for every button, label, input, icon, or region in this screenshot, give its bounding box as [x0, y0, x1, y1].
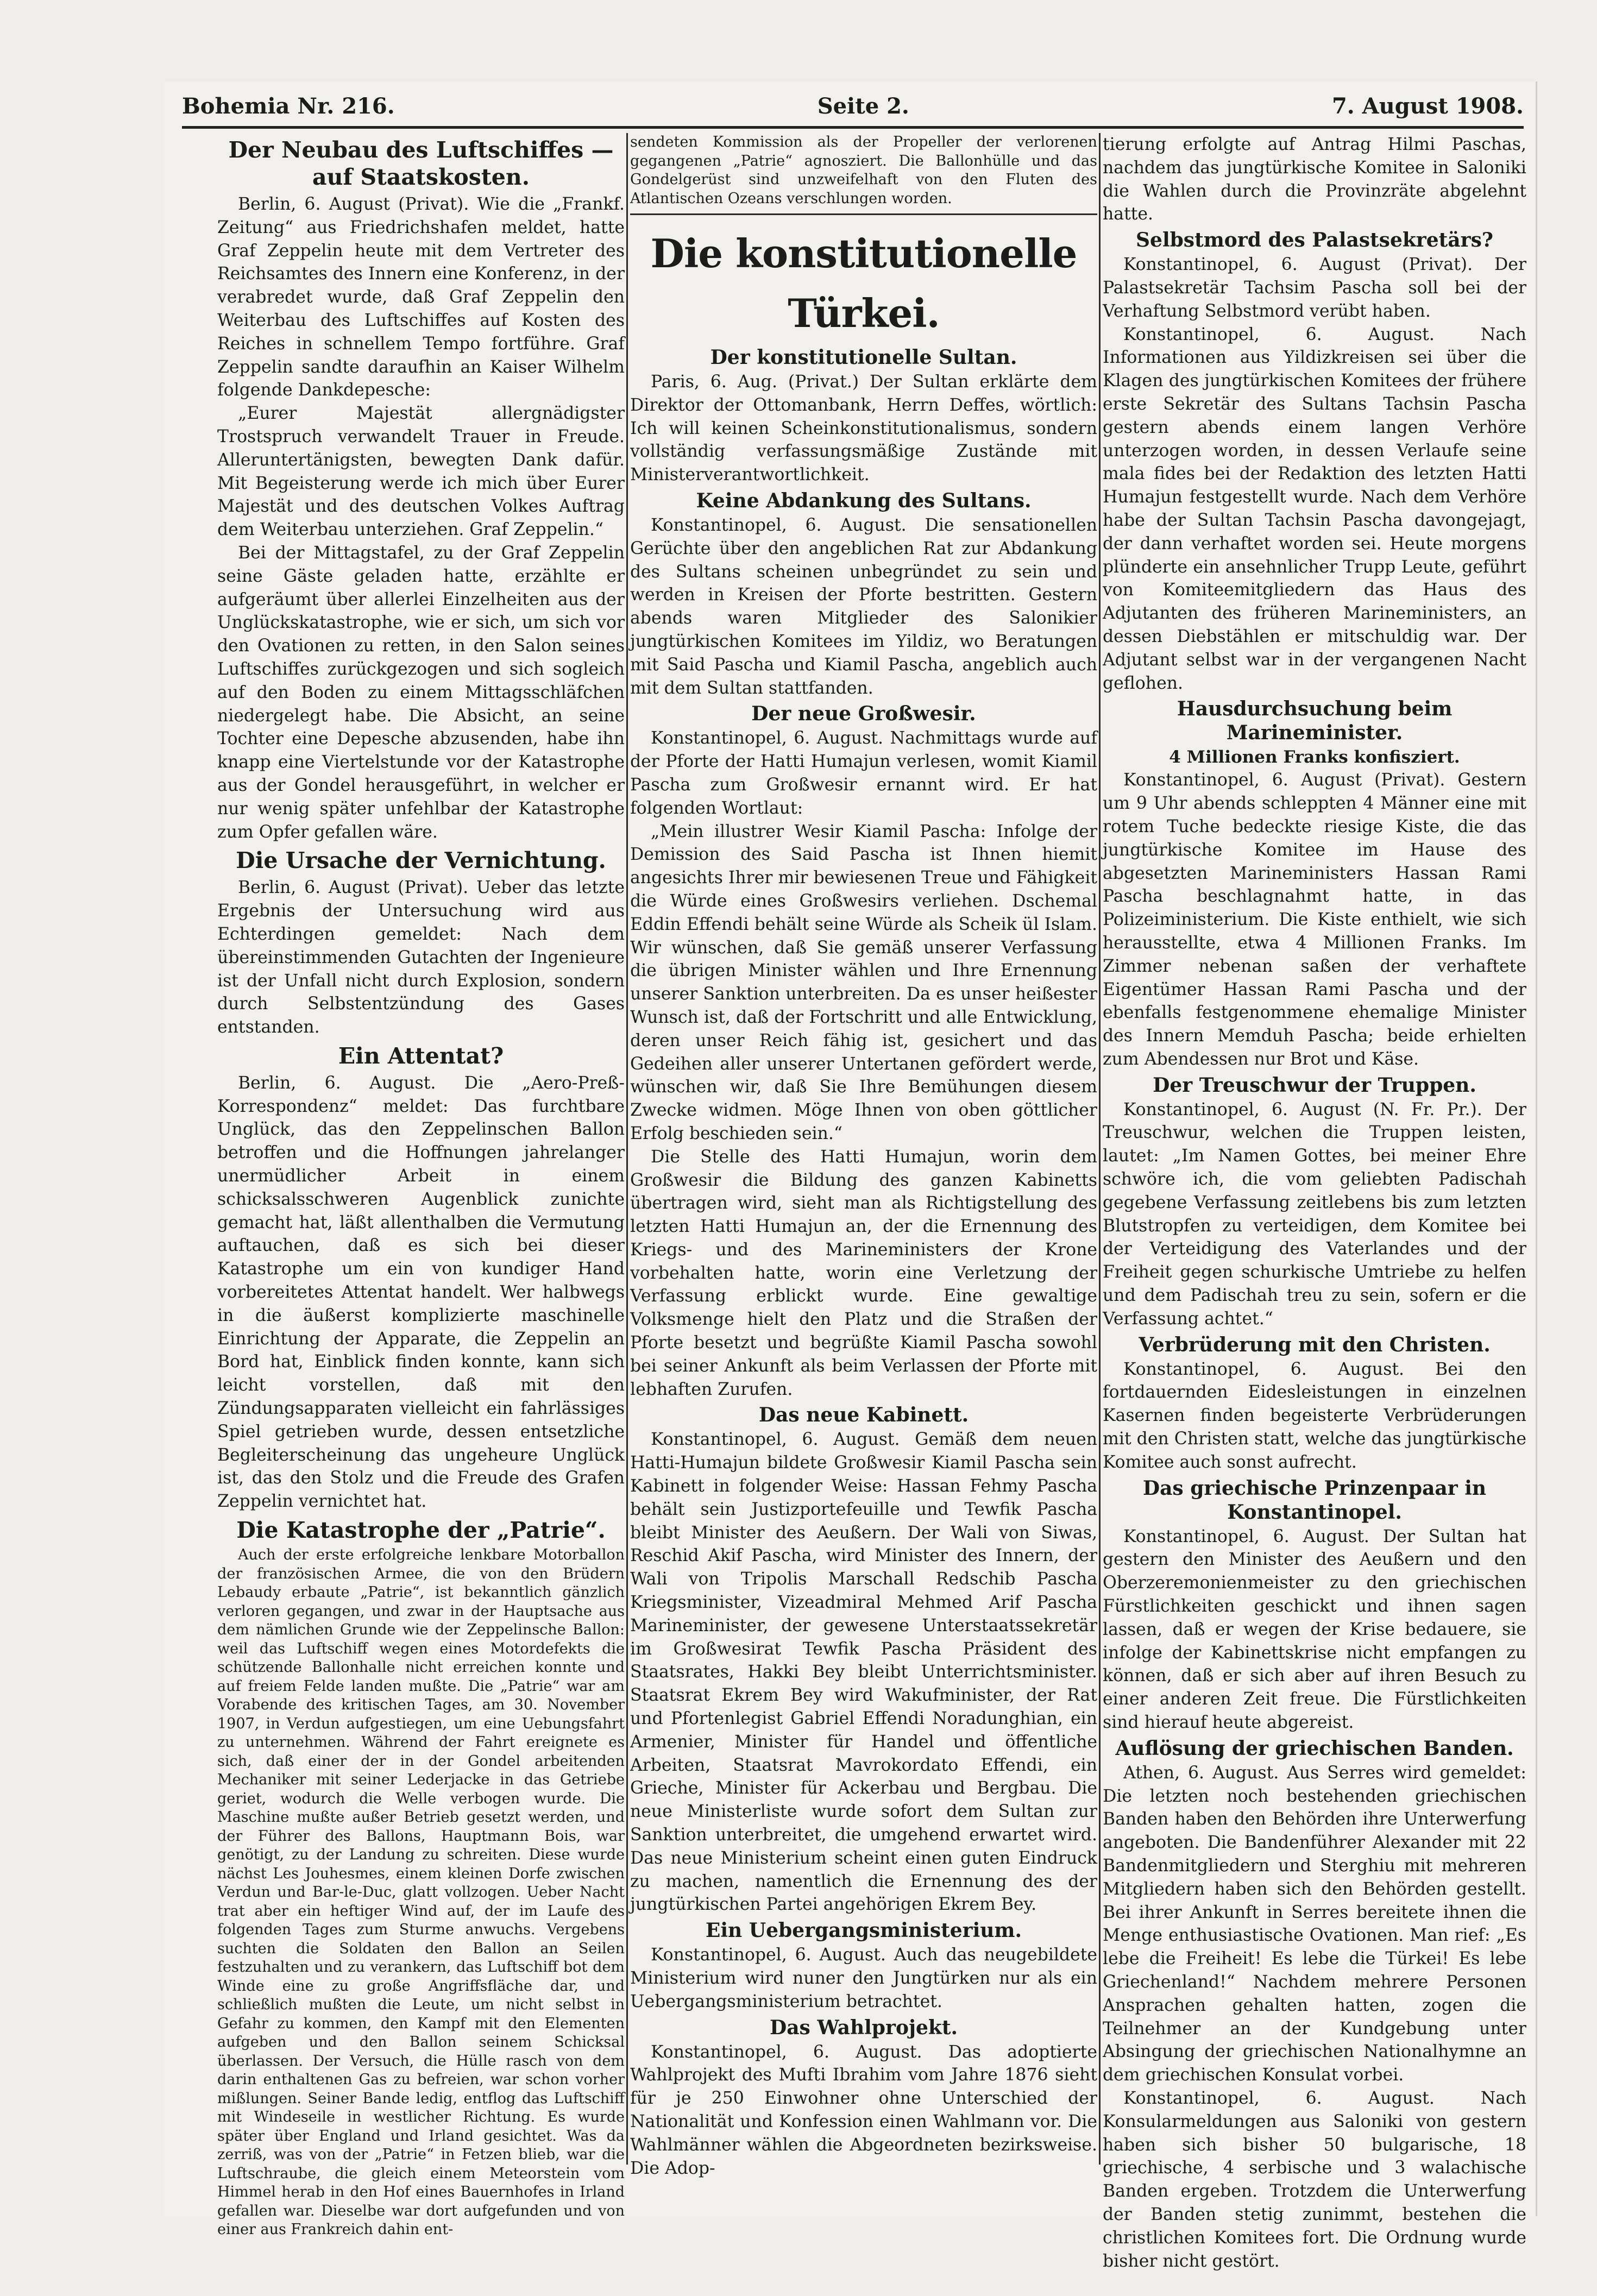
- article-paragraph: Konstantinopel, 6. August (Privat). Gestern um 9 Uhr abends schleppten 4 Männer eine mit rotem Tuche bedeckte riesige Kiste, die das jungtürkische Komitee im Hause des abgesetzten Marineministers Hassan Rami Pascha beschlagnahmt hatte, in das Polizeiministerium. Die Kiste enthielt, wie sich herausstellte, etwa 4 Millionen Franks. Im Zimmer nebenan saßen der verhaftete Eigentümer Hassan Rami Pascha und der ebenfalls festgenommene ehemalige Minister des Innern Memduh Pascha; beide erhielten zum Abendessen nur Brot und Käse.: [1103, 770, 1526, 1069]
- article-paragraph: Konstantinopel, 6. August (N. Fr. Pr.). Der Treuschwur, welchen die Truppen leisten, lautet: „Im Namen Gottes, bei meiner Ehre schwöre ich, die vom geliebten Padischah gegebene Verfassung zeitlebens bis zum letzten Blutstropfen zu verteidigen, dem Komitee bei der Verteidigung des Vaterlandes und der Freiheit gegen schurkische Umtriebe zu helfen und dem Padischah treu zu sein, sofern er die Verfassung achtet.“: [1103, 1099, 1526, 1329]
- article-continuation: tierung erfolgte auf Antrag Hilmi Paschas, nachdem das jungtürkische Komitee in Saloniki die Wahlen durch die Provinzräte abgelehnt hatte.: [1103, 135, 1526, 224]
- headline-ursache-vernichtung: Die Ursache der Vernichtung.: [236, 847, 606, 874]
- article-paragraph: Konstantinopel, 6. August. Die sensationellen Gerüchte über den angeblichen Rat zur Abdankung des Sultans scheinen unbegründet zu sein und werden in Kreisen der Pforte bestritten. Gestern abends waren Mitglieder des Salonikier jungtürkischen Komitees im Yildiz, wo Beratungen mit Said Pascha und Kiamil Pascha, angeblich auch mit dem Sultan stattfanden.: [630, 515, 1097, 698]
- header-date: 7. August 1908.: [1331, 93, 1524, 119]
- header-rule: [182, 126, 1524, 129]
- headline-keine-abdankung: Keine Abdankung des Sultans.: [696, 489, 1032, 512]
- article-paragraph: Auch der erste erfolgreiche lenkbare Motorballon der französischen Armee, die von den Brüdern Lebaudy erbaute „Patrie“, ist bekanntlich gänzlich verloren gegangen, und zwar in der Hauptsache aus dem nämlichen Grunde wie der Zeppelinsche Ballon: weil das Luftschiff wegen eines Motordefekts die schützende Ballonhalle nicht erreichen konnte und auf freiem Felde landen mußte. Die „Patrie“ war am Vorabende des kritischen Tages, am 30. November 1907, in Verdun aufgestiegen, um eine Uebungsfahrt zu unternehmen. Während der Fahrt ereignete es sich, daß einer der in der Gondel arbeitenden Mechaniker mit seiner Lederjacke in das Getriebe geriet, wodurch die Welle verbogen wurde. Die Maschine mußte außer Betrieb gesetzt werden, und der Führer des Ballons, Hauptmann Bois, war genötigt, zu der Landung zu schreiten. Diese wurde nächst Les Jouhesmes, einem kleinen Dorfe zwischen Verdun und Bar-le-Duc, glatt vollzogen. Ueber Nacht trat aber ein heftiger Wind auf, der im Laufe des folgenden Tages zum Sturme anwuchs. Vergebens suchten die Soldaten den Ballon an Seilen festzuhalten und zu verankern, das Luftschiff bot dem Winde eine zu große Angriffsfläche dar, und schließlich mußten die Leute, um nicht selbst in Gefahr zu kommen, den Kampf mit den Elementen aufgeben und den Ballon seinem Schicksal überlassen. Der Versuch, die Hülle rasch von dem darin enthaltenen Gas zu befreien, war schon vorher mißlungen. Seiner Bande ledig, entflog das Luftschiff mit Windeseile in westlicher Richtung. Es wurde später über England und Irland gesichtet. Was da zerriß, was von der „Patrie“ in Fetzen blieb, war die Luftschraube, die gleich einem Meteorstein vom Himmel herab in den Hof eines Bauernhofes in Irland gefallen war. Dieselbe war dort aufgefunden und von einer aus Frankreich dahin ent-: [217, 1546, 625, 2238]
- article-paragraph: Konstantinopel, 6. August (Privat). Der Palastsekretär Tachsim Pascha soll bei der Verhaftung Selbstmord verübt haben.: [1103, 255, 1526, 321]
- headline-attentat: Ein Attentat?: [338, 1042, 504, 1069]
- article-paragraph: „Mein illustrer Wesir Kiamil Pascha: Infolge der Demission des Said Pascha ist Ihnen hiemit angesichts Ihrer mir bewiesenen Treue und Fähigkeit die Würde eines Großwesirs verliehen. Dschemal Eddin Effendi behält seine Würde als Scheik ül Islam. Wir wünschen, daß Sie gemäß unserer Verfassung die übrigen Minister wählen und Ihre Ernennung unserer Sanktion unterbreiten. Da es unser heißester Wunsch ist, daß der Fortschritt und alle Entwicklung, deren unser Reich fähig ist, gesichert und das Gedeihen aller unserer Untertanen gefördert werde, wünschen wir, daß Sie Ihre Bemühungen diesem Zwecke widmen. Möge Ihnen von oben göttlicher Erfolg beschieden sein.“: [630, 821, 1097, 1143]
- page-header: [182, 87, 1524, 125]
- article-paragraph: Athen, 6. August. Aus Serres wird gemeldet: Die letzten noch bestehenden griechischen Banden haben den Behörden ihre Unterwerfung angeboten. Die Bandenführer Alexander mit 22 Bandenmitgliedern und Sterghiu mit mehreren Mitgliedern haben sich den Behörden gestellt. Bei ihrer Ankunft in Serres bereitete ihnen die Menge enthusiastische Ovationen. Man rief: „Es lebe die Freiheit! Es lebe die Türkei! Es lebe Griechenland!“ Nachdem mehrere Personen Ansprachen gehalten hatten, zogen die Teilnehmer an der Kundgebung unter Absingung der griechischen Nationalhymne an dem griechischen Konsulat vorbei.: [1103, 1763, 1526, 2085]
- article-paragraph: Konstantinopel, 6. August. Nachmittags wurde auf der Pforte der Hatti Humajun verlesen, womit Kiamil Pascha zum Großwesir ernannt wird. Er hat folgenden Wortlaut:: [630, 728, 1097, 818]
- header-newspaper-issue: Bohemia Nr. 216.: [182, 93, 395, 119]
- column-2: [630, 133, 1097, 2178]
- subheadline-millionen: 4 Millionen Franks konfisziert.: [1169, 747, 1460, 768]
- column-rule-1: [626, 133, 628, 2165]
- headline-luftschiff-neubau: Der Neubau des Luftschiffes — auf Staatskosten.: [228, 137, 614, 190]
- article-paragraph: Konstantinopel, 6. August. Gemäß dem neuen Hatti-Humajun bildete Großwesir Kiamil Pascha sein Kabinett in folgender Weise: Hassan Fehmy Pascha behält sein Justizportefeuille und Tewfik Pascha bleibt Minister des Aeußern. Der Wali von Siwas, Reschid Akif Pascha, wird Minister des Innern, der Wali von Tripolis Marschall Redschib Pascha Kriegsminister, Vizeadmiral Mehmed Arif Pascha Marineminister, der gewesene Unterstaatssekretär im Großwesirat Tewfik Pascha Präsident des Staatsrates, Hakki Bey bleibt Unterrichtsminister. Staatsrat Ekrem Bey wird Wakufminister, der Rat und Pfortenlegist Gabriel Effendi Noradunghian, ein Armenier, Minister für Handel und öffentliche Arbeiten, Staatsrat Mavrokordato Effendi, ein Grieche, Minister für Ackerbau und Bergbau. Die neue Ministerliste wurde sofort dem Sultan zur Sanktion unterbreitet, die umgehend erwartet wird. Das neue Ministerium scheint einen guten Eindruck zu machen, namentlich die Ernennung des der jungtürkischen Partei angehörigen Ekrem Bey.: [630, 1430, 1097, 1915]
- headline-katastrophe-patrie: Die Katastrophe der „Patrie“.: [236, 1517, 606, 1544]
- section-rule: [630, 213, 1097, 215]
- headline-neues-kabinett: Das neue Kabinett.: [758, 1404, 969, 1427]
- article-paragraph: Paris, 6. Aug. (Privat.) Der Sultan erklärte dem Direktor der Ottomanbank, Herrn Deffes, wörtlich: Ich will keinen Scheinkonstitutionalismus, sondern vollständig verfassungsmäßige Zustände mit Ministerverantwortlichkeit.: [630, 372, 1097, 485]
- article-paragraph: Konstantinopel, 6. August. Auch das neugebildete Ministerium wird nuner den Jungtürken nur als ein Uebergangsministerium betrachtet.: [630, 1945, 1097, 2011]
- headline-griechische-banden: Auflösung der griechischen Banden.: [1115, 1737, 1514, 1760]
- article-paragraph: Berlin, 6. August. Die „Aero-Preß-Korrespondenz“ meldet: Das furchtbare Unglück, das den Zeppelinschen Ballon betroffen und die Hoffnungen jahrelanger unermüdlicher Arbeit in einem schicksalsschweren Augenblick zunichte gemacht hat, läßt allenthalben die Vermutung auftauchen, daß es sich bei dieser Katastrophe um ein von kundiger Hand vorbereitetes Attentat handelt. Wer halbwegs in die äußerst komplizierte maschinelle Einrichtung der Apparate, die Zeppelin an Bord hat, Einblick finden konnte, kann sich leicht vorstellen, daß mit den Zündungsapparaten vielleicht ein fahrlässiges Spiel getrieben wurde, dessen entsetzliche Begleiterscheinung das ungeheure Unglück ist, das den Stolz und die Freude des Grafen Zeppelin vernichtet hat.: [217, 1073, 625, 1512]
- headline-neuer-grosswesir: Der neue Großwesir.: [751, 702, 976, 726]
- article-paragraph: Berlin, 6. August (Privat). Ueber das letzte Ergebnis der Untersuchung wird aus Echterdingen gemeldet: Nach dem übereinstimmenden Gutachten der Ingenieure ist der Unfall nicht durch Explosion, sondern durch Selbstentzündung des Gases entstanden.: [217, 878, 625, 1037]
- headline-hausdurchsuchung: Hausdurchsuchung beim Marineminister.: [1177, 697, 1453, 745]
- article-paragraph: Konstantinopel, 6. August. Nach Informationen aus Yildizkreisen sei über die Klagen des jungtürkischen Komitees der frühere erste Sekretär des Sultans Tachsin Pascha gestern abends einem langen Verhöre unterzogen worden, in dessen Verlaufe seine mala fides bei der Redaktion des letzten Hatti Humajun festgestellt wurde. Nach dem Verhöre habe der Sultan Tachsin Pascha davongejagt, der dann verhaftet worden sei. Heute morgens plünderte ein ansehnlicher Trupp Leute, geführt von Komiteemitgliedern das Haus des Adjutanten des früheren Marineministers, an dessen Diebstählen er mitschuldig war. Der Adjutant selbst war in der vergangenen Nacht geflohen.: [1103, 324, 1526, 693]
- column-rule-2: [1099, 133, 1101, 2165]
- headline-konstitutioneller-sultan: Der konstitutionelle Sultan.: [710, 346, 1017, 369]
- article-paragraph: Konstantinopel, 6. August. Der Sultan hat gestern den Minister des Aeußern und den Oberzeremonienmeister zu den griechischen Fürstlichkeiten geschickt und ihnen sagen lassen, daß er wegen der Krise bedauere, sie infolge der Kabinettskrise nicht empfangen zu können, daß er sich aber auf ihren Besuch zu einer anderen Zeit freue. Die Fürstlichkeiten sind hierauf heute abgereist.: [1103, 1526, 1526, 1733]
- headline-treuschwur: Der Treuschwur der Truppen.: [1153, 1073, 1476, 1097]
- article-paragraph: Konstantinopel, 6. August. Das adoptierte Wahlprojekt des Mufti Ibrahim vom Jahre 1876 sieht für je 250 Einwohner ohne Unterschied der Nationalität und Konfession einen Wahlmann vor. Die Wahlmänner wählen die Abgeordneten bezirksweise. Die Adop-: [630, 2042, 1097, 2178]
- article-paragraph: Konstantinopel, 6. August. Bei den fortdauernden Eidesleistungen in einzelnen Kasernen finden begeisterte Verbrüderungen mit den Christen statt, welche das jungtürkische Komitee auch sonst aufrecht.: [1103, 1359, 1526, 1472]
- article-paragraph: Bei der Mittagstafel, zu der Graf Zeppelin seine Gäste geladen hatte, erzählte er aufgeräumt über allerlei Einzelheiten aus der Unglückskatastrophe, wie er sich, um sich vor den Ovationen zu retten, in den Salon seines Luftschiffes zurückgezogen und sich sogleich auf den Boden zu einem Mittagsschläfchen niedergelegt habe. Die Absicht, an seine Tochter eine Depesche abzusenden, habe ihn knapp eine Viertelstunde vor der Katastrophe aus der Gondel herausgeführt, in welcher er nur wenig später unfehlbar der Katastrophe zum Opfer gefallen wäre.: [217, 543, 625, 842]
- header-page-number: Seite 2.: [817, 93, 909, 119]
- article-paragraph: Konstantinopel, 6. August. Nach Konsularmeldungen aus Saloniki von gestern haben sich bisher 50 bulgarische, 18 griechische, 4 serbische und 3 walachische Banden ergeben. Trotzdem die Unterwerfung der Banden stetig zunimmt, bestehen die christlichen Komitees fort. Die Ordnung wurde bisher nicht gestört.: [1103, 2088, 1526, 2271]
- article-paragraph: Berlin, 6. August (Privat). Wie die „Frankf. Zeitung“ aus Friedrichshafen meldet, hatte Graf Zeppelin heute mit dem Vertreter des Reichsamtes des Innern eine Konferenz, in der verabredet wurde, daß Graf Zeppelin den Weiterbau des Luftschiffes auf Kosten des Reiches in schnellem Tempo fortführe. Graf Zeppelin sandte daraufhin an Kaiser Wilhelm folgende Dankdepesche:: [217, 194, 625, 400]
- column-1: [217, 133, 625, 2238]
- headline-wahlprojekt: Das Wahlprojekt.: [769, 2016, 958, 2039]
- headline-selbstmord-palastsekretaer: Selbstmord des Palastsekretärs?: [1136, 229, 1493, 252]
- article-continuation: sendeten Kommission als der Propeller der verlorenen gegangenen „Patrie“ agnosziert. Die Ballonhülle und das Gondelgerüst sind unzweifelhaft von den Fluten des Atlantischen Ozeans verschlungen worden.: [630, 134, 1097, 207]
- headline-verbruederung: Verbrüderung mit den Christen.: [1139, 1333, 1491, 1356]
- column-3: [1103, 133, 1526, 2271]
- headline-uebergangsministerium: Ein Uebergangsministerium.: [705, 1919, 1022, 1942]
- section-title-tuerkei: Die konstitutionelle Türkei.: [650, 230, 1077, 336]
- headline-prinzenpaar: Das griechische Prinzenpaar in Konstantinopel.: [1142, 1476, 1487, 1524]
- article-paragraph: Die Stelle des Hatti Humajun, worin dem Großwesir die Bildung des ganzen Kabinetts übertragen wird, sieht man als Richtigstellung des letzten Hatti Humajun an, der die Ernennung des Kriegs- und des Marineministers der Krone vorbehalten hatte, worin eine Verletzung der Verfassung erblickt wurde. Eine gewaltige Volksmenge hielt den Platz und die Straßen der Pforte besetzt und begrüßte Kiamil Pascha sowohl bei seiner Ankunft als beim Verlassen der Pforte mit lebhaften Zurufen.: [630, 1147, 1097, 1399]
- article-paragraph: „Eurer Majestät allergnädigster Trostspruch verwandelt Trauer in Freude. Alleruntertänigsten, bewegten Dank dafür. Mit Begeisterung werde ich mich über Eurer Majestät und des deutschen Volkes Auftrag dem Weiterbau unterziehen. Graf Zeppelin.“: [217, 404, 625, 540]
